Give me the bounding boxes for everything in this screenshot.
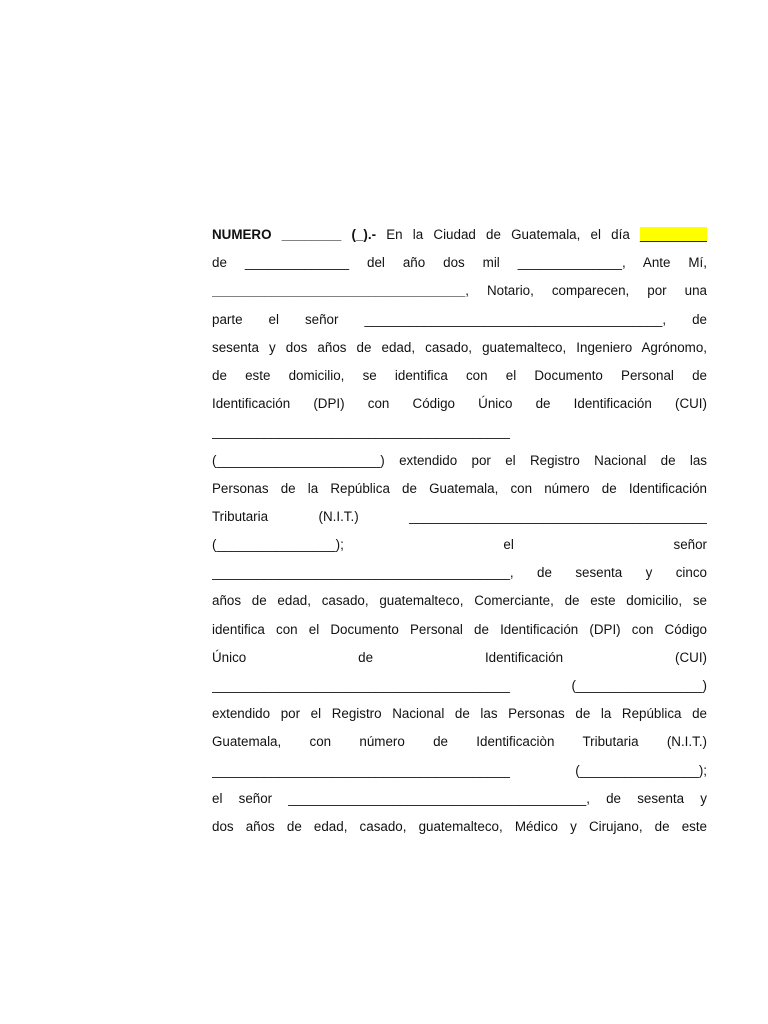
- line-text: dos años de edad, casado, guatemalteco, Médico y Cirujano, de este: [212, 818, 707, 834]
- document-line: [212, 587, 707, 615]
- document-line: [212, 221, 707, 249]
- document-line: [212, 785, 707, 813]
- document-line: [212, 672, 707, 700]
- line-text: ________________________________________: [212, 424, 510, 440]
- document-line: [212, 362, 707, 390]
- document-line: [212, 390, 707, 418]
- document-line: [212, 700, 707, 728]
- document-line: [212, 616, 707, 644]
- document-line: [212, 644, 707, 672]
- line-text: , Notario, comparecen, por una: [465, 283, 707, 299]
- line-text: Identificación (DPI) con Código Único de Identificación (CUI): [212, 396, 707, 412]
- document-line: [212, 559, 707, 587]
- bold-text: __________________________________: [212, 283, 466, 299]
- line-text: ________________________________________ (_________________): [212, 678, 707, 693]
- line-text: parte el señor ________________________________________, de: [212, 311, 707, 327]
- document-body: [212, 221, 707, 841]
- line-text: Guatemala, con número de Identificaciòn Tributaria (N.I.T.): [212, 734, 707, 750]
- line-text: identifica con el Documento Personal de Identificación (DPI) con Código: [212, 621, 707, 637]
- document-line: [212, 334, 707, 362]
- line-text: de este domicilio, se identifica con el Documento Personal de: [212, 367, 707, 383]
- document-line: [212, 447, 707, 475]
- line-text: el señor ________________________________________, de sesenta y: [212, 790, 707, 806]
- line-text: de ______________ del año dos mil ______________, Ante Mí,: [212, 255, 707, 271]
- line-text: Personas de la República de Guatemala, con número de Identificación: [212, 480, 707, 496]
- line-text: Único de Identificación (CUI): [212, 649, 707, 665]
- document-line: [212, 813, 707, 841]
- line-text: (______________________) extendido por el Registro Nacional de las: [212, 452, 707, 468]
- document-line: [212, 249, 707, 277]
- line-text: En la Ciudad de Guatemala, el día: [376, 227, 640, 242]
- line-text: (________________); el señor: [212, 537, 707, 553]
- line-text: ________________________________________ (________________);: [212, 762, 707, 778]
- line-text: sesenta y dos años de edad, casado, guatemalteco, Ingeniero Agrónomo,: [212, 339, 707, 355]
- line-text: extendido por el Registro Nacional de las Personas de la República de: [212, 706, 707, 722]
- line-text: años de edad, casado, guatemalteco, Comerciante, de este domicilio, se: [212, 593, 707, 609]
- document-line: [212, 475, 707, 503]
- highlighted-blank: _________: [639, 227, 707, 242]
- document-line: [212, 306, 707, 334]
- bold-text: NUMERO ________ (_).-: [212, 227, 377, 242]
- document-line: [212, 728, 707, 756]
- line-text: ________________________________________, de sesenta y cinco: [212, 565, 707, 581]
- document-line: [212, 531, 707, 559]
- line-text: Tributaria (N.I.T.) ________________________________________: [212, 508, 707, 524]
- document-line: [212, 277, 707, 305]
- document-line: [212, 757, 707, 785]
- document-line: [212, 503, 707, 531]
- document-line: [212, 418, 707, 446]
